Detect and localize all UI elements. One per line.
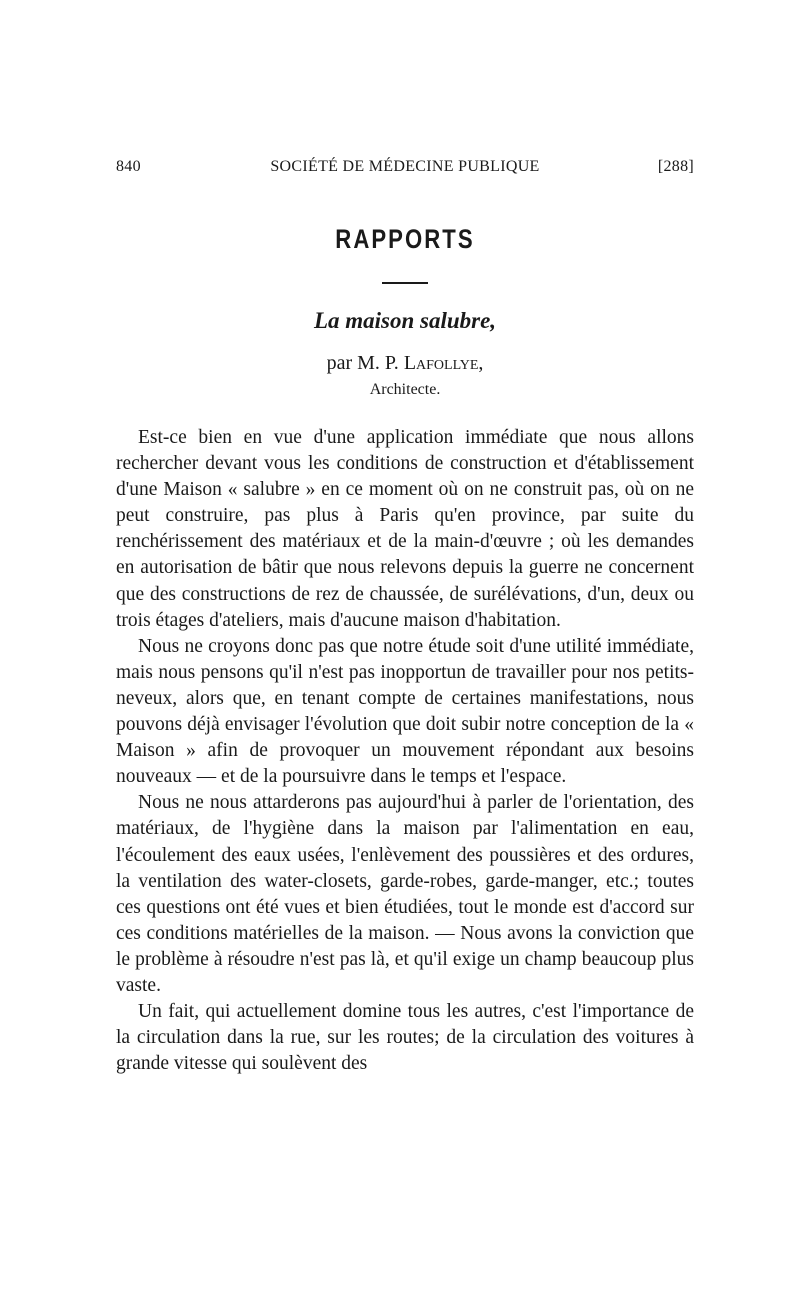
section-title: RAPPORTS bbox=[335, 224, 475, 254]
article-title: La maison salubre, bbox=[313, 308, 497, 333]
running-head bbox=[116, 154, 694, 178]
journal-title: SOCIÉTÉ DE MÉDECINE PUBLIQUE bbox=[270, 158, 540, 175]
paragraph-1: Est-ce bien en vue d'une application immédiate que nous allons rechercher devant vous les conditions de construction et d'établissement d'une Maison « salubre » en ce moment où on ne construit pas, où on ne peut construire, pas plus à Paris qu'en province, par suite du renchérissement des matériaux et de la main-d'œuvre ; où les demandes en autorisation de bâtir que nous relevons depuis la guerre ne concernent que des constructions de rez de chaussée, de surélévations, d'un, deux ou trois étages d'ateliers, mais d'aucune maison d'habitation. bbox=[116, 427, 694, 631]
paragraph-2: Nous ne croyons donc pas que notre étude soit d'une utilité immédiate, mais nous pensons qu'il n'est pas inopportun de travailler pour nos petits-neveux, alors que, en tenant compte de certaines manifestations, nous pouvons déjà envisager l'évolution que doit subir notre conception de la « Maison » afin de provoquer un mouvement répondant aux besoins nouveaux — et de la poursuivre dans le temps et l'espace. bbox=[116, 635, 694, 788]
byline-suffix: , bbox=[478, 352, 484, 374]
page-number: 840 bbox=[116, 158, 141, 175]
byline-prefix: par M. P. bbox=[326, 352, 404, 374]
bracket-page-number: [288] bbox=[657, 158, 694, 175]
title-rule bbox=[382, 282, 428, 284]
paragraph-3: Nous ne nous attarderons pas aujourd'hui à parler de l'orientation, des matériaux, de l'hygiène dans la maison par l'alimentation en eau, l'écoulement des eaux usées, l'enlèvement des poussières et des ordures, la ventilation des water-closets, garde-robes, garde-manger, etc.; toutes ces questions ont été vues et bien étudiées, tout le monde est d'accord sur ces conditions matérielles de la maison. — Nous avons la conviction que le problème à résoudre n'est pas là, et qu'il exige un champ beaucoup plus vaste. bbox=[116, 792, 694, 996]
author-role: Architecte. bbox=[369, 381, 441, 398]
document-page bbox=[116, 154, 694, 1077]
byline bbox=[116, 352, 694, 375]
author-name: Lafollye bbox=[403, 352, 479, 374]
paragraph-4: Un fait, qui actuellement domine tous les autres, c'est l'importance de la circulation dans la rue, sur les routes; de la circulation des voitures à grande vitesse qui soulèvent des bbox=[116, 1001, 694, 1075]
article-body bbox=[116, 425, 694, 1077]
